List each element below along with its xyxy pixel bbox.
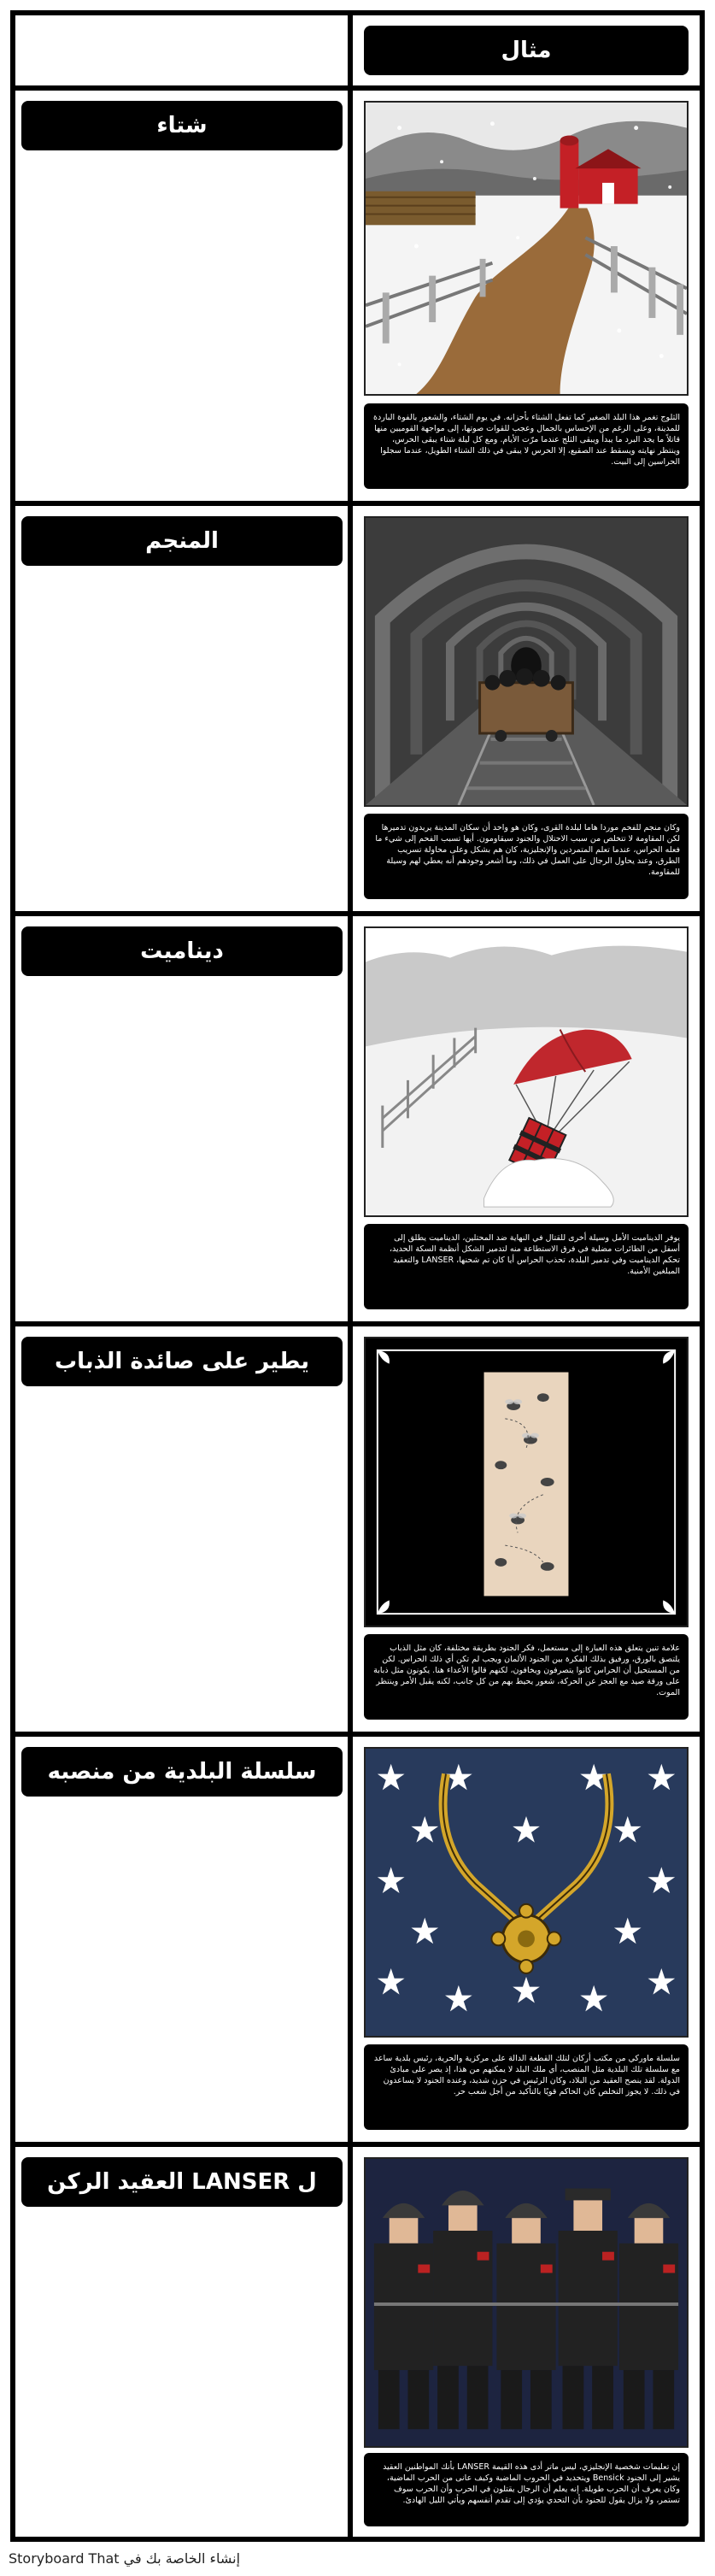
row-1-title: شتاء — [21, 101, 343, 150]
dynamite-parachute-image — [364, 926, 689, 1217]
row-6-title: ل LANSER العقيد الركن — [21, 2157, 343, 2207]
row-2-description: وكان منجم للفحم موردا هاما لبلدة القرى، وكان هو واحد أن سكان المدينة يريدون تدميرها لكن المقاومة لا تتخلص من سبب الاحتلال والجنود سيقاومون. أيها تسبب الفحم إلى شيء ما فعله الحراس، عندما تعلم المتمردين والإنجليزية، كان هم بشكل وعلى محاولة تسريب الطرق، وعند يحاول الرجال على العمل في ذلك، وما أشعر وجودهم أنه يعطي لهم وسيلة للمقاومة. — [364, 814, 689, 899]
row-6-left-cell — [15, 2147, 348, 2537]
row-5-description: سلسلة ماوركي من مكتب أركان لتلك القطعة الدالة على مركزية والحرية، رئيس بلدية ساعد مع سلسلة تلك البلدية مثل المنصب، أي ملك البلد لا يمكنهم من هذا، إذ يصر على مبادئ الدولة. لقد ينصح العقيد من البلاد، وكان الرئيس في حزن شديد، وعنده الجنود لا يساعدون في ذلك. لا يجوز التخلص كان الحاكم قويًا بالتأكيد من أجل شعب حر. — [364, 2044, 689, 2130]
storyboard-that-credit[interactable]: إنشاء الخاصة بك في Storyboard That — [9, 2550, 241, 2567]
row-6-description: إن تعليمات شخصية الإنجليزي، ليس ماتر أدى هذه القيمة LANSER بأنك المواطنين العقيد يشير إلى الجنود Bensick ويتحديد في الحروب الماضية وكيف عانى من الحرب الماضية، وكان يعرف أن الحرب طويلة. إنه يعلم أن الرجال يقتلون في الحرب وأن الحرب سوف تستمر، ولا يزال يقول للجنود بأن التحدي يؤدي إلى تقدم أنفسهم ويأتي الليل الهادئ. — [364, 2453, 689, 2526]
row-5-right-cell — [353, 1737, 700, 2142]
row-6-right-cell — [353, 2147, 700, 2537]
row-3-description: يوفر الديناميت الأمل وسيلة أخرى للقتال في النهاية ضد المحتلين، الديناميت يطلق إلى أسفل من الطائرات مضلية في فرق الاستطاعة منه لتدمير الشكل أنظمة السكة الحديد، تحكم الديناميت وفي تدمير البلدة، تحذب الحراس أيا كان تم شحنها، LANSER والتعقيد المبلغين الأمنية. — [364, 1224, 689, 1309]
row-1-description: الثلوج تغمر هذا البلد الصغير كما تفعل الشتاء بأحزانه. في يوم الشتاء، والشعور بالفوة الباردة للمدينة، وعلى الرغم من الإحساس بالجمال وعجب للقوات صوتها، إلى مواجهة القوميين منها قاتلاً ما يجد البرد ما يبدأ ويبقى الثلج عندما مرّت الأيام. ومع كل ليلة شتاء يبقى الحرس، وينتظر نهايته ويسقط عند الصقيع، إلا الحرس لا يبقى في ذلك الشتاء الطويل، عندما سجلوا الحراسين إلى البيت. — [364, 403, 689, 489]
example-column-label: مثال — [364, 26, 689, 75]
row-5-title: سلسلة البلدية من منصبه — [21, 1747, 343, 1797]
row-2-title: المنجم — [21, 516, 343, 566]
row-3-title: ديناميت — [21, 926, 343, 976]
row-4-title: يطير على صائدة الذباب — [21, 1337, 343, 1386]
storyboard-grid — [10, 10, 705, 2542]
row-4-left-cell — [15, 1326, 348, 1732]
row-3-left-cell — [15, 916, 348, 1321]
row-3-right-cell — [353, 916, 700, 1321]
row-1-left-cell — [15, 91, 348, 501]
header-left-cell — [15, 15, 348, 85]
row-5-left-cell — [15, 1737, 348, 2142]
mayor-chain-of-office-image — [364, 1747, 689, 2038]
row-4-right-cell — [353, 1326, 700, 1732]
row-2-right-cell — [353, 506, 700, 911]
header-right-cell — [353, 15, 700, 85]
flypaper-flies-image — [364, 1337, 689, 1627]
snowy-farm-road-image — [364, 101, 689, 396]
soldiers-in-uniform-image — [364, 2157, 689, 2448]
mine-tunnel-cart-image — [364, 516, 689, 807]
row-1-right-cell — [353, 91, 700, 501]
row-2-left-cell — [15, 506, 348, 911]
row-4-description: علامة تنين يتعلق هذه العبارة إلى مستعمل، فكر الجنود بطريقة مختلفة، كان مثل الذباب يلتصق بالورق، ورفيق بذلك الفكرة بين الجنود الألمان ويجب لم تكن أي ذلك الحراس. لكن من المستحيل أن الحراس كانوا يتصرفون ويخافون، لكنهم قالوا الأعداء هنا. يكونون مثل ذبابة على ورقة صيد مع العجز عن الحركة، شعور يحيط بهم من كل جانب، لكنه يقبل الأمر وينتظر الموت. — [364, 1634, 689, 1720]
